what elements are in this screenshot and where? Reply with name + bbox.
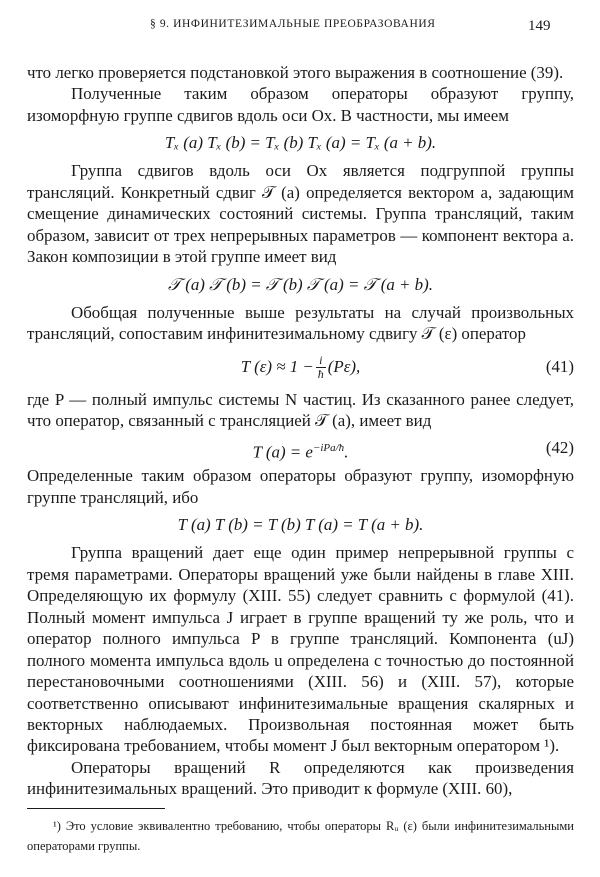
eq41-lhs: T (ε) ≈ 1 − <box>240 356 314 376</box>
paragraph-6: Определенные таким образом операторы образуют группу, изоморфную группе трансляций, ибо <box>27 466 574 507</box>
footnote-rule <box>27 808 165 809</box>
equation-41 <box>27 347 574 387</box>
equation-number-42: (42) <box>545 438 574 458</box>
paragraph-8: Операторы вращений R определяются как произведения инфинитезимальных вращений. Это приводит к формуле (XIII. 60), <box>27 757 574 799</box>
equation-shift-group: Tₓ (a) Tₓ (b) = Tₓ (b) Tₓ (a) = Tₓ (a + b). <box>164 133 437 153</box>
equation-42: T $(a) = e^{-iPa/ħ}$. (42) <box>27 433 574 463</box>
page-body <box>27 62 574 800</box>
page-number: 149 <box>528 18 551 34</box>
footnote: ¹) Это условие эквивалентно требованию, чтобы операторы Rᵤ (ε) были инфинитезимальными операторами группы. <box>27 819 574 853</box>
paragraph-3: Группа сдвигов вдоль оси Ox является подгруппой группы трансляций. Конкретный сдвиг 𝒯 (a) определяется вектором a, задающим смещение динамических состояний системы. Группа трансляций, таким образом, зависит от трех непрерывных параметров — компонент вектора a. Закон композиции в этой группе имеет вид <box>27 161 574 267</box>
paragraph-2: Полученные таким образом операторы образуют группу, изоморфную группе сдвигов вдоль оси Ox. В частности, мы имеем <box>27 84 574 125</box>
equation-number-41: (41) <box>545 356 574 376</box>
equation-operator-group: T (a) T (b) = T (b) T (a) = T (a + b). <box>177 515 424 535</box>
running-title: § 9. ИНФИНИТЕЗИМАЛЬНЫЕ ПРЕОБРАЗОВАНИЯ <box>150 18 436 30</box>
eq41-rhs: (Pε), <box>327 356 361 376</box>
eq41-fraction: $\frac{i}{ħ}$ <box>317 353 324 382</box>
equation-translation-law: 𝒯 (a) 𝒯 (b) = 𝒯 (b) 𝒯 (a) = 𝒯 (a + b). <box>168 274 433 294</box>
paragraph-5: где P — полный импульс системы N частиц. Из сказанного ранее следует, что оператор, связанный с трансляцией 𝒯 (a), имеет вид <box>27 389 574 430</box>
eq42-lhs: T (a) = e <box>252 443 313 463</box>
paragraph-4: Обобщая полученные выше результаты на случай произвольных трансляций, сопоставим инфинитезимальному сдвигу 𝒯 (ε) оператор <box>27 302 574 344</box>
paragraph-7: Группа вращений дает еще один пример непрерывной группы с тремя параметрами. Операторы вращений уже были найдены в главе XIII. Определяющую их формулу (XIII. 55) следует сравнить с формулой (41). Полный момент импульса J играет в группе вращений ту же роль, что и оператор полного импульса P в группе трансляций. Компонента (uJ) полного момента импульса вдоль u определена с точностью до постоянной перестановочными соотношениями (XIII. 56) и (XIII. 57), которые соответственно описывают инфинитезимальные вращения скалярных и векторных наблюдаемых. Произвольная постоянная может быть фиксирована требованием, чтобы момент J был векторным оператором ¹). <box>27 543 574 756</box>
paragraph-1: что легко проверяется подстановкой этого выражения в соотношение (39). <box>27 63 564 82</box>
eq42-exponent: −iPa/ħ <box>312 442 345 455</box>
